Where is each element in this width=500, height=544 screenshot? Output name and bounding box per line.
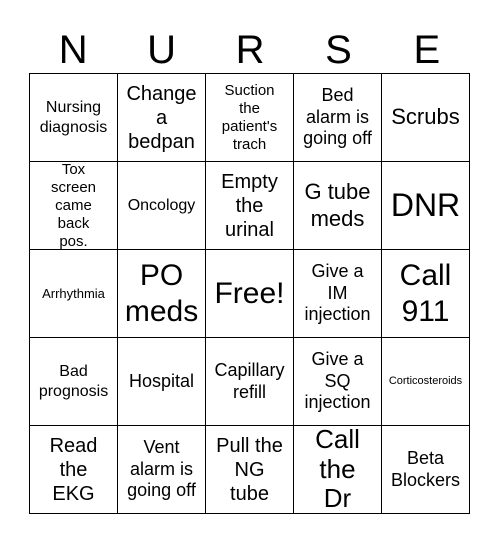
header-letter-r: R (235, 28, 265, 72)
bingo-cell-corticosteroids[interactable]: Corticosteroids (382, 338, 470, 426)
bingo-cell-dnr[interactable]: DNR (382, 162, 470, 250)
bingo-cell-call-911[interactable]: Call 911 (382, 250, 470, 338)
header-letter-u: U (147, 28, 177, 72)
bingo-cell-g-tube-meds[interactable]: G tube meds (294, 162, 382, 250)
bingo-cell-beta-blockers[interactable]: Beta Blockers (382, 426, 470, 514)
bingo-cell-bad-prognosis[interactable]: Bad prognosis (30, 338, 118, 426)
bingo-cell-tox-screen[interactable]: Tox screen came back pos. (30, 162, 118, 250)
bingo-cell-hospital[interactable]: Hospital (118, 338, 206, 426)
bingo-cell-vent-alarm[interactable]: Vent alarm is going off (118, 426, 206, 514)
bingo-header (29, 28, 471, 72)
bingo-cell-bed-alarm[interactable]: Bed alarm is going off (294, 74, 382, 162)
bingo-cell-im-injection[interactable]: Give a IM injection (294, 250, 382, 338)
bingo-cell-free-space[interactable]: Free! (206, 250, 294, 338)
bingo-cell-call-the-dr[interactable]: Call the Dr (294, 426, 382, 514)
bingo-cell-empty-the-urinal[interactable]: Empty the urinal (206, 162, 294, 250)
bingo-cell-sq-injection[interactable]: Give a SQ injection (294, 338, 382, 426)
bingo-cell-change-a-bedpan[interactable]: Change a bedpan (118, 74, 206, 162)
header-letter-n: N (58, 28, 88, 72)
bingo-cell-arrhythmia[interactable]: Arrhythmia (30, 250, 118, 338)
header-letter-e: E (413, 28, 441, 72)
bingo-cell-po-meds[interactable]: PO meds (118, 250, 206, 338)
bingo-cell-scrubs[interactable]: Scrubs (382, 74, 470, 162)
bingo-cell-pull-ng-tube[interactable]: Pull the NG tube (206, 426, 294, 514)
bingo-grid (29, 73, 470, 514)
bingo-cell-oncology[interactable]: Oncology (118, 162, 206, 250)
bingo-cell-read-the-ekg[interactable]: Read the EKG (30, 426, 118, 514)
header-letter-s: S (325, 28, 352, 72)
bingo-cell-nursing-diagnosis[interactable]: Nursing diagnosis (30, 74, 118, 162)
bingo-cell-capillary-refill[interactable]: Capillary refill (206, 338, 294, 426)
bingo-cell-suction-trach[interactable]: Suction the patient's trach (206, 74, 294, 162)
